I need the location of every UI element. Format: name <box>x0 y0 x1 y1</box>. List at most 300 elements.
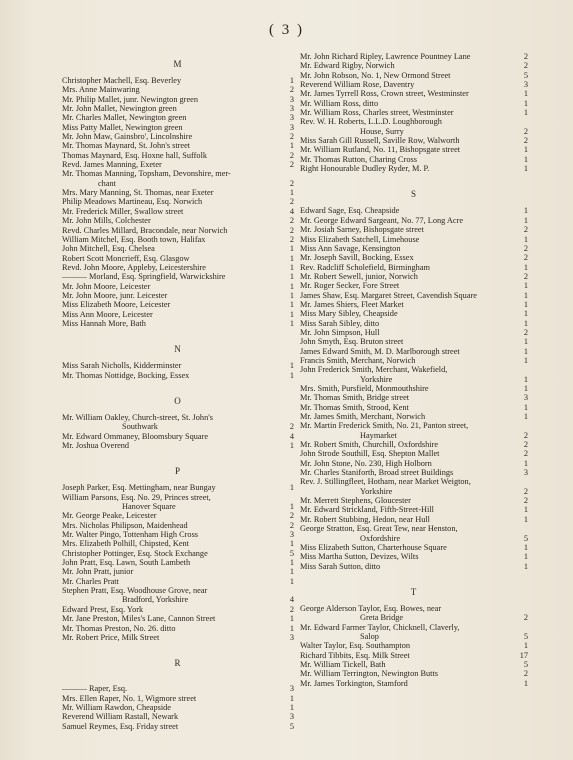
section-letter: P <box>174 466 181 477</box>
copies-count: 1 <box>289 567 294 577</box>
copies-count: 2 <box>289 160 294 170</box>
subscriber-entry <box>300 562 528 571</box>
subscriber-entry <box>300 487 528 496</box>
copies-count: 2 <box>289 234 294 244</box>
copies-count: 3 <box>289 712 294 722</box>
subscriber-name: Mr. Thomas Smith, Bridge street <box>300 393 410 403</box>
copies-count: 2 <box>523 271 528 281</box>
copies-count: 4 <box>289 595 294 605</box>
subscriber-entry <box>300 71 528 80</box>
subscriber-name: Miss Ann Savage, Kensington <box>300 243 401 253</box>
subscriber-entry <box>62 319 294 328</box>
subscriber-entry <box>300 263 528 272</box>
copies-count: 1 <box>289 253 294 263</box>
subscriber-name: Mr. Thomas Maynard, St. John's street <box>62 141 191 151</box>
subscriber-name: Mr. Walter Pingo, Tottenham High Cross <box>62 530 199 540</box>
subscriber-entry <box>62 151 294 160</box>
subscriber-name: Mrs. Anne Mainwaring <box>62 85 140 95</box>
copies-count: 1 <box>289 76 294 85</box>
subscriber-name: John Mitchell, Esq. Chelsea <box>62 244 155 254</box>
subscriber-name: John Smyth, Esq. Bruton street <box>300 337 404 347</box>
copies-count: 3 <box>289 684 294 694</box>
subscriber-name: Philip Meadows Martineau, Esq. Norwich <box>62 197 203 207</box>
subscriber-name: Mr. Thomas Manning, Topsham, Devonshire, mer- <box>62 169 231 179</box>
subscriber-entry <box>300 613 528 622</box>
subscriber-name: Mr. William Rawdon, Cheapside <box>62 702 171 712</box>
subscriber-name: Stephen Pratt, Esq. Woodhouse Grove, near <box>62 586 208 596</box>
copies-count: 2 <box>289 511 294 521</box>
copies-count: 1 <box>523 145 528 155</box>
subscriber-entry <box>300 524 528 533</box>
copies-count: 2 <box>289 150 294 160</box>
subscriber-name: ——— Raper, Esq. <box>62 684 128 694</box>
copies-count: 3 <box>289 632 294 642</box>
subscriber-entry <box>62 558 294 567</box>
copies-count: 1 <box>523 355 528 365</box>
copies-count: 2 <box>289 132 294 142</box>
subscriber-entry <box>300 356 528 365</box>
subscriber-name: James Shaw, Esq. Margaret Street, Cavendish Square <box>300 290 477 300</box>
subscriber-name: Bradford, Yorkshire <box>122 595 189 605</box>
subscriber-name: Mrs. Ellen Raper, No. 1, Wigmore street <box>62 693 197 703</box>
subscriber-entry <box>300 421 528 430</box>
subscriber-name: Mr. Josiah Sarney, Bishopsgate street <box>300 225 424 235</box>
subscriber-name: James Edward Smith, M. D. Marlborough street <box>300 346 460 356</box>
copies-count: 2 <box>289 216 294 226</box>
copies-count: 1 <box>523 98 528 108</box>
subscriber-entry <box>62 169 294 178</box>
copies-count: 1 <box>523 412 528 422</box>
subscriber-name: Yorkshire <box>360 374 393 384</box>
copies-count: 2 <box>523 496 528 506</box>
copies-count: 1 <box>523 154 528 164</box>
subscriber-name: Miss Sarah Gill Russell, Saville Row, Walworth <box>300 136 460 146</box>
subscriber-entry <box>300 225 528 234</box>
subscriber-entry <box>300 440 528 449</box>
copies-count: 2 <box>523 327 528 337</box>
subscriber-entry <box>300 117 528 126</box>
spacer <box>300 173 528 182</box>
copies-count: 1 <box>523 290 528 300</box>
subscriber-name: Mr. William Terrington, Newington Butts <box>300 669 438 679</box>
copies-count: 1 <box>289 702 294 712</box>
subscriber-entry <box>300 272 528 281</box>
subscriber-entry <box>62 216 294 225</box>
subscriber-entry <box>300 543 528 552</box>
subscriber-name: Mr. John Stone, No. 230, High Holborn <box>300 458 432 468</box>
copies-count: 2 <box>523 225 528 235</box>
subscriber-entry <box>300 459 528 468</box>
subscriber-entry <box>300 347 528 356</box>
copies-count: 1 <box>523 299 528 309</box>
subscriber-entry <box>62 605 294 614</box>
copies-count: 3 <box>289 104 294 114</box>
subscriber-entry <box>300 61 528 70</box>
subscriber-name: Mr. Roger Secker, Fore Street <box>300 281 400 291</box>
copies-count: 3 <box>289 530 294 540</box>
copies-count: 2 <box>523 669 528 679</box>
subscriber-name: Mr. James Tyrrell Ross, Crown street, Westminster <box>300 89 469 99</box>
subscriber-entry <box>62 511 294 520</box>
subscriber-name: Reverend William Rastall, Newark <box>62 712 179 722</box>
subscriber-entry <box>62 113 294 122</box>
subscriber-name: Miss Elizabeth Satchell, Limehouse <box>300 234 420 244</box>
subscriber-name: Thomas Maynard, Esq. Hoxne hall, Suffolk <box>62 150 208 160</box>
copies-count: 5 <box>523 533 528 543</box>
copies-count: 1 <box>523 552 528 562</box>
copies-count: 3 <box>289 113 294 123</box>
copies-count: 17 <box>519 650 528 660</box>
copies-count: 1 <box>289 576 294 586</box>
copies-count: 1 <box>523 108 528 118</box>
subscriber-entry <box>300 164 528 173</box>
subscriber-name: Mr. James Smith, Merchant, Norwich <box>300 412 426 422</box>
copies-count: 3 <box>523 393 528 403</box>
copies-count: 2 <box>289 178 294 188</box>
subscriber-entry <box>62 712 294 721</box>
subscriber-name: Mr. John Pratt, junior <box>62 567 134 577</box>
subscriber-entry <box>300 431 528 440</box>
subscriber-name: Mr. Robert Stubbing, Hedon, near Hull <box>300 514 430 524</box>
subscriber-name: Mr. Philip Mallet, junr. Newington green <box>62 94 198 104</box>
copies-count: 2 <box>523 136 528 146</box>
subscriber-name: Revd. Charles Millard, Bracondale, near Norwich <box>62 225 228 235</box>
subscriber-entry <box>62 272 294 281</box>
subscriber-entry <box>62 493 294 502</box>
subscriber-entry <box>62 141 294 150</box>
subscriber-entry <box>300 651 528 660</box>
subscriber-entry <box>300 679 528 688</box>
subscriber-name: Mr. John Richard Ripley, Lawrence Pountney Lane <box>300 52 471 61</box>
subscriber-name: Mrs. Mary Manning, St. Thomas, near Exeter <box>62 188 214 198</box>
subscriber-entry <box>300 206 528 215</box>
subscriber-name: chant <box>98 178 116 188</box>
subscriber-entry <box>62 549 294 558</box>
subscriber-name: Mr. Robert Price, Milk Street <box>62 632 160 642</box>
subscriber-entry <box>300 235 528 244</box>
subscriber-entry <box>300 99 528 108</box>
copies-count: 1 <box>523 514 528 524</box>
section-letter: M <box>173 59 183 69</box>
copies-count: 1 <box>289 262 294 272</box>
subscriber-entry <box>300 384 528 393</box>
copies-count: 5 <box>523 70 528 80</box>
copies-count: 1 <box>523 206 528 216</box>
subscriber-entry <box>300 449 528 458</box>
subscriber-name: Mr. Joseph Savill, Bocking, Essex <box>300 253 414 263</box>
subscriber-entry <box>300 604 528 613</box>
subscriber-name: Mr. George Edward Sargeant, No. 77, Long Acre <box>300 215 464 225</box>
subscriber-entry <box>300 155 528 164</box>
copies-count: 1 <box>289 188 294 198</box>
copies-count: 5 <box>289 548 294 558</box>
subscriber-name: Christopher Pottinger, Esq. Stock Exchange <box>62 548 208 558</box>
subscriber-entry <box>300 319 528 328</box>
subscriber-name: Rev. J. Stillingfleet, Hotham, near Market Weigton, <box>300 477 471 487</box>
subscriber-entry <box>62 577 294 586</box>
subscriber-entry <box>62 595 294 604</box>
subscriber-name: Reverend William Rose, Daventry <box>300 80 415 90</box>
subscriber-entry <box>62 235 294 244</box>
subscriber-entry <box>62 291 294 300</box>
subscriber-name: Mr. Merrett Stephens, Gloucester <box>300 496 411 506</box>
subscriber-name: Mr. Charles Staniforth, Broad street Buildings <box>300 468 454 478</box>
subscriber-name: Mr. John Simpson, Hull <box>300 327 380 337</box>
spacer <box>62 328 294 337</box>
subscriber-entry <box>300 281 528 290</box>
subscriber-name: William Parsons, Esq. No. 29, Princes street, <box>62 492 211 502</box>
subscriber-name: Haymarket <box>360 430 397 440</box>
subscriber-name: John Strode Southill, Esq. Shepton Mallet <box>300 449 440 459</box>
subscriber-name: Mr. Thomas Rutton, Charing Cross <box>300 154 417 164</box>
subscriber-entry <box>62 85 294 94</box>
copies-count: 1 <box>523 346 528 356</box>
subscriber-name: Mr. James Torkington, Stamford <box>300 678 408 688</box>
copies-count: 3 <box>523 468 528 478</box>
subscriber-entry <box>300 505 528 514</box>
subscriber-name: Samuel Reymes, Esq. Friday street <box>62 721 179 731</box>
subscriber-entry <box>300 660 528 669</box>
subscriber-entry <box>300 468 528 477</box>
copies-count: 1 <box>523 89 528 99</box>
copies-count: 1 <box>523 402 528 412</box>
subscriber-entry <box>300 337 528 346</box>
subscriber-name: Mrs. Elizabeth Polhill, Chipsted, Kent <box>62 539 189 549</box>
copies-count: 1 <box>289 539 294 549</box>
subscriber-name: Mr. Edward Rigby, Norwich <box>300 61 395 71</box>
subscriber-entry <box>62 179 294 188</box>
subscriber-entry <box>300 291 528 300</box>
subscriber-name: Mr. John Mills, Colchester <box>62 216 151 226</box>
copies-count: 2 <box>523 440 528 450</box>
subscriber-entry <box>62 207 294 216</box>
subscriber-entry <box>62 684 294 693</box>
subscriber-name: Revd. James Manning, Exeter <box>62 160 162 170</box>
copies-count: 1 <box>523 542 528 552</box>
subscriber-entry <box>300 127 528 136</box>
subscriber-entry <box>300 669 528 678</box>
subscriber-entry <box>62 282 294 291</box>
subscriber-entry <box>62 694 294 703</box>
subscriber-entry <box>300 136 528 145</box>
subscriber-name: Mr. George Peake, Leicester <box>62 511 157 521</box>
subscriber-name: House, Surry <box>360 126 404 136</box>
subscriber-entry <box>62 361 294 370</box>
copies-count: 1 <box>289 483 294 493</box>
copies-count: 1 <box>523 678 528 688</box>
copies-count: 1 <box>289 272 294 282</box>
subscriber-entry <box>62 530 294 539</box>
subscriber-entry <box>62 132 294 141</box>
copies-count: 2 <box>523 126 528 136</box>
subscriber-entry <box>62 624 294 633</box>
copies-count: 1 <box>523 164 528 174</box>
subscriber-name: Miss Sarah Sibley, ditto <box>300 318 380 328</box>
subscriber-entry <box>62 521 294 530</box>
subscriber-entry <box>300 216 528 225</box>
subscriber-entry <box>62 263 294 272</box>
subscriber-entry <box>62 586 294 595</box>
subscriber-name: Mr. John Maw, Gainsbro', Lincolnshire <box>62 132 193 142</box>
subscriber-entry <box>62 188 294 197</box>
subscriber-name: Revd. John Moore, Appleby, Leicestershire <box>62 262 206 272</box>
subscriber-entry <box>300 108 528 117</box>
spacer <box>62 642 294 651</box>
copies-count: 3 <box>289 94 294 104</box>
copies-count: 1 <box>289 693 294 703</box>
subscriber-name: Right Honourable Dudley Ryder, M. P. <box>300 164 430 174</box>
copies-count: 1 <box>523 234 528 244</box>
copies-count: 4 <box>289 431 294 441</box>
copies-count: 1 <box>523 281 528 291</box>
subscriber-entry <box>62 160 294 169</box>
subscriber-name: Mr. William Ross, Charles street, Westminster <box>300 108 454 118</box>
subscriber-name: Mr. Robert Sewell, junior, Norwich <box>300 271 418 281</box>
copies-count: 1 <box>289 244 294 254</box>
subscriber-entry <box>62 422 294 431</box>
subscriber-name: Miss Sarah Sutton, ditto <box>300 561 381 571</box>
subscriber-name: Mr. John Mallet, Newington green <box>62 104 177 114</box>
subscriber-entry <box>62 633 294 642</box>
copies-count: 2 <box>523 430 528 440</box>
subscriber-name: Miss Mary Sibley, Cheapside <box>300 309 398 319</box>
copies-count: 2 <box>289 520 294 530</box>
left-column <box>62 52 294 731</box>
subscriber-entry <box>300 641 528 650</box>
subscriber-entry <box>62 371 294 380</box>
subscriber-entry <box>62 432 294 441</box>
subscriber-entry <box>300 253 528 262</box>
subscriber-name: Miss Elizabeth Sutton, Charterhouse Square <box>300 542 447 552</box>
subscriber-name: Miss Elizabeth Moore, Leicester <box>62 300 171 310</box>
subscriber-entry <box>62 539 294 548</box>
section-letter: O <box>174 395 182 406</box>
copies-count: 1 <box>523 309 528 319</box>
spacer <box>62 380 294 389</box>
subscriber-name: Mr. John Robson, No. 1, New Ormond Street <box>300 70 451 80</box>
subscriber-name: Mrs. Nicholas Philipson, Maidenhead <box>62 520 188 530</box>
copies-count: 2 <box>523 61 528 71</box>
copies-count: 1 <box>523 505 528 515</box>
subscriber-name: Mr. Thomas Smith, Strood, Kent <box>300 402 409 412</box>
copies-count: 1 <box>523 374 528 384</box>
subscriber-name: Mr. William Oakley, Church-street, St. John's <box>62 412 213 422</box>
copies-count: 1 <box>289 623 294 633</box>
copies-count: 1 <box>289 502 294 512</box>
subscriber-name: Yorkshire <box>360 486 393 496</box>
section-letter: T <box>410 586 418 597</box>
subscriber-name: Miss Martha Sutton, Devizes, Wilts <box>300 552 419 562</box>
copies-count: 1 <box>289 361 294 371</box>
copies-count: 2 <box>289 422 294 432</box>
subscriber-name: William Mitchel, Esq. Booth town, Halifax <box>62 234 206 244</box>
right-column <box>300 52 528 688</box>
copies-count: 1 <box>523 561 528 571</box>
copies-count: 1 <box>289 614 294 624</box>
copies-count: 1 <box>523 262 528 272</box>
subscriber-entry <box>62 441 294 450</box>
copies-count: 4 <box>289 206 294 216</box>
subscriber-name: Edward Sage, Esq. Cheapside <box>300 206 400 216</box>
subscriber-name: Miss Hannah More, Bath <box>62 318 146 328</box>
subscriber-entry <box>300 52 528 61</box>
subscriber-entry <box>62 226 294 235</box>
subscriber-name: Joseph Parker, Esq. Mettingham, near Bungay <box>62 483 216 493</box>
copies-count: 1 <box>523 384 528 393</box>
subscriber-name: Robert Scott Moncrieff, Esq. Glasgow <box>62 253 190 263</box>
subscriber-entry <box>300 552 528 561</box>
subscriber-entry <box>62 254 294 263</box>
subscriber-name: Mr. William Tickell, Bath <box>300 659 386 669</box>
subscriber-name: Oxfordshire <box>360 533 401 543</box>
copies-count: 3 <box>523 80 528 90</box>
subscriber-entry <box>300 477 528 486</box>
subscriber-entry <box>300 80 528 89</box>
copies-count: 2 <box>523 52 528 61</box>
subscriber-name: John Frederick Smith, Merchant, Wakefield, <box>300 365 448 375</box>
section-letter: R <box>174 658 182 669</box>
subscriber-entry <box>62 310 294 319</box>
subscriber-name: Rev. Radcliff Scholefield, Birmingham <box>300 262 430 272</box>
copies-count: 2 <box>523 243 528 253</box>
subscriber-name: Christopher Machell, Esq. Beverley <box>62 76 182 85</box>
subscriber-entry <box>300 365 528 374</box>
subscriber-entry <box>300 309 528 318</box>
subscriber-name: Edward Prest, Esq. York <box>62 604 144 614</box>
copies-count: 1 <box>289 141 294 151</box>
subscriber-entry <box>300 534 528 543</box>
copies-count: 1 <box>289 441 294 450</box>
subscriber-name: George Stratton, Esq. Great Tew, near Henston, <box>300 524 458 534</box>
subscriber-name: Miss Sarah Nicholls, Kidderminster <box>62 361 182 371</box>
copies-count: 1 <box>523 337 528 347</box>
subscriber-entry <box>300 412 528 421</box>
subscriber-entry <box>300 632 528 641</box>
copies-count: 5 <box>289 721 294 731</box>
subscriber-entry <box>300 244 528 253</box>
subscriber-entry <box>62 104 294 113</box>
subscriber-name: Francis Smith, Merchant, Norwich <box>300 355 416 365</box>
copies-count: 1 <box>289 370 294 380</box>
subscriber-entry <box>62 703 294 712</box>
subscriber-entry <box>300 403 528 412</box>
copies-count: 3 <box>289 122 294 132</box>
copies-count: 2 <box>289 225 294 235</box>
subscriber-name: Hanover Square <box>122 502 176 512</box>
subscriber-name: Mrs. Smith, Pursfield, Monmouthshire <box>300 384 429 393</box>
copies-count: 1 <box>523 215 528 225</box>
copies-count: 1 <box>289 300 294 310</box>
subscriber-name: Mr. Robert Smith, Churchill, Oxfordshire <box>300 440 439 450</box>
copies-count: 1 <box>523 318 528 328</box>
subscriber-entry <box>62 244 294 253</box>
copies-count: 1 <box>289 309 294 319</box>
subscriber-name: ——— Morland, Esq. Springfield, Warwickshire <box>62 272 226 282</box>
copies-count: 1 <box>289 281 294 291</box>
copies-count: 2 <box>523 486 528 496</box>
subscriber-entry <box>62 413 294 422</box>
subscriber-name: George Alderson Taylor, Esq. Bowes, near <box>300 603 442 613</box>
subscriber-entry <box>300 393 528 402</box>
subscriber-name: Mr. Charles Mallet, Newington green <box>62 113 187 123</box>
section-letter: N <box>174 344 182 355</box>
copies-count: 2 <box>289 197 294 207</box>
subscriber-name: Mr. Edward Ommaney, Bloomsbury Square <box>62 431 209 441</box>
subscriber-name: Richard Tibbits, Esq. Milk Street <box>300 650 410 660</box>
subscriber-entry <box>300 496 528 505</box>
subscriber-entry <box>300 328 528 337</box>
copies-count: 2 <box>523 449 528 459</box>
